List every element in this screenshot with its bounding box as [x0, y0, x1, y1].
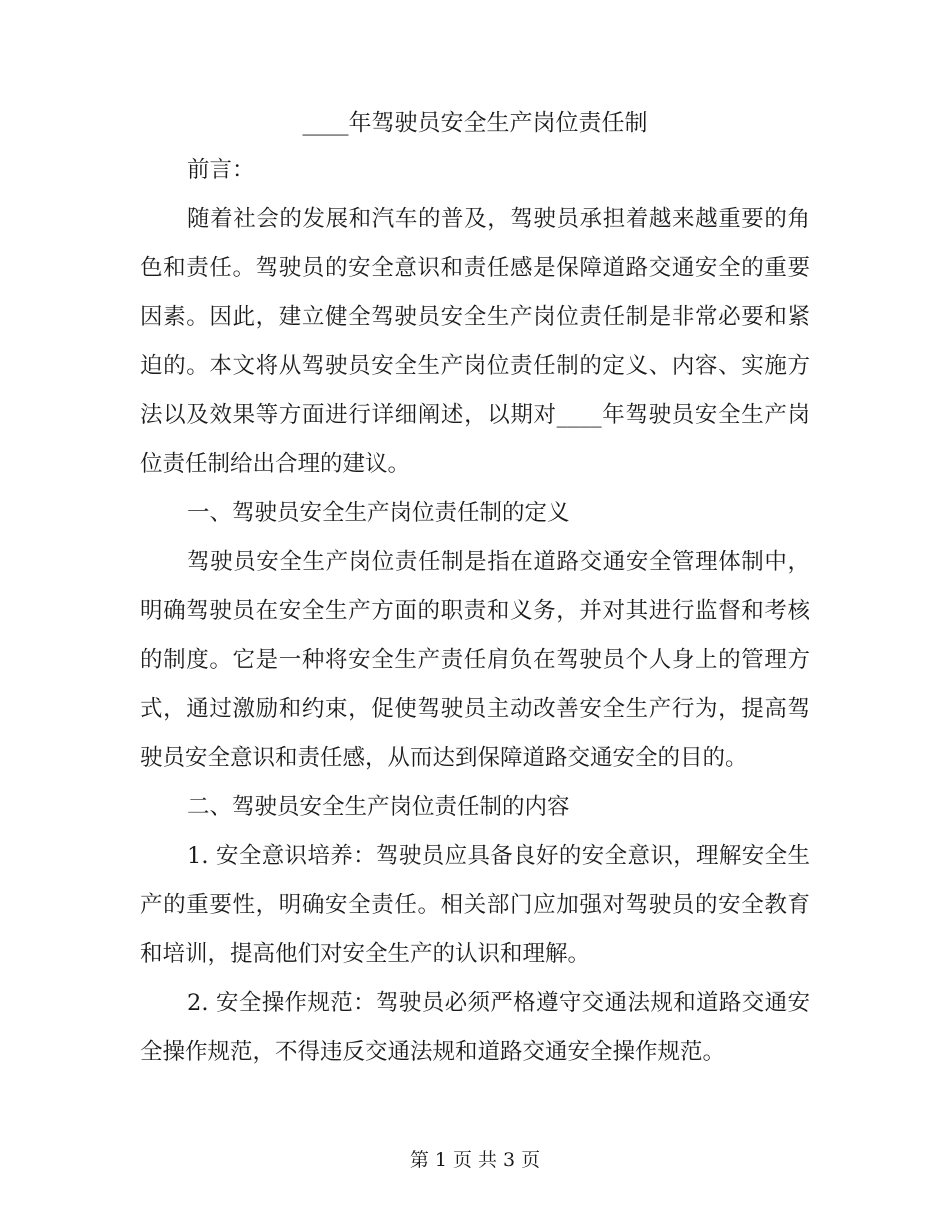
- content-item-2: 2. 安全操作规范：驾驶员必须严格遵守交通法规和道路交通安全操作规范，不得违反交通法规和道路交通安全操作规范。: [140, 990, 810, 1065]
- section-heading-definition: 一、驾驶员安全生产岗位责任制的定义: [187, 500, 570, 526]
- page-footer: 第 1 页 共 3 页: [409, 1149, 541, 1171]
- document-body: [140, 146, 810, 1077]
- section-heading-content: 二、驾驶员安全生产岗位责任制的内容: [187, 794, 570, 820]
- preface-label: 前言：: [187, 157, 255, 183]
- preface-paragraph: 随着社会的发展和汽车的普及，驾驶员承担着越来越重要的角色和责任。驾驶员的安全意识和责任感是保障道路交通安全的重要因素。因此，建立健全驾驶员安全生产岗位责任制是非常必要和紧迫的。本文将从驾驶员安全生产岗位责任制的定义、内容、实施方法以及效果等方面进行详细阐述，以期对____年驾驶员安全生产岗位责任制给出合理的建议。: [140, 206, 810, 477]
- definition-paragraph: 驾驶员安全生产岗位责任制是指在道路交通安全管理体制中，明确驾驶员在安全生产方面的职责和义务，并对其进行监督和考核的制度。它是一种将安全生产责任肩负在驾驶员个人身上的管理方式，通过激励和约束，促使驾驶员主动改善安全生产行为，提高驾驶员安全意识和责任感，从而达到保障道路交通安全的目的。: [140, 549, 810, 771]
- document-title: ____年驾驶员安全生产岗位责任制: [302, 110, 648, 136]
- content-item-1: 1. 安全意识培养：驾驶员应具备良好的安全意识，理解安全生产的重要性，明确安全责任。相关部门应加强对驾驶员的安全教育和培训，提高他们对安全生产的认识和理解。: [140, 843, 810, 967]
